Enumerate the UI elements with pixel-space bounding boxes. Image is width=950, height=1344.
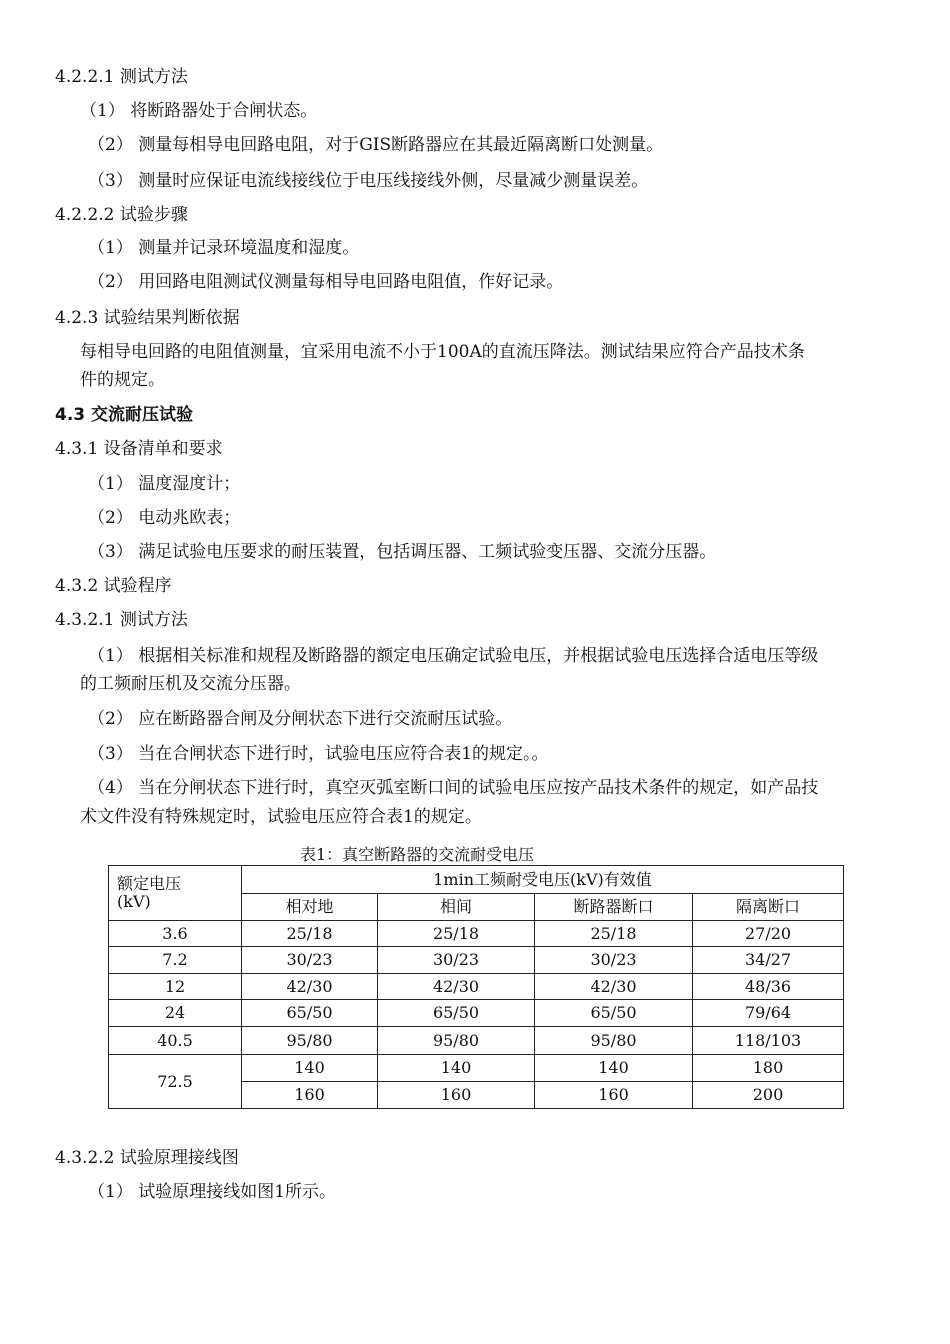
table-cell: 25/18 <box>242 921 378 947</box>
table-row <box>109 1055 844 1082</box>
table-cell: 65/50 <box>378 1000 535 1027</box>
table-cell: 42/30 <box>242 974 378 1000</box>
rated-voltage-header-label: 额定电压 <box>117 874 182 893</box>
paragraph: （2） 应在断路器合闸及分闸状态下进行交流耐压试验。 <box>88 709 513 729</box>
paragraph: 术文件没有特殊规定时，试验电压应符合表1的规定。 <box>80 807 482 827</box>
table-cell: 95/80 <box>378 1027 535 1055</box>
paragraph: （2） 用回路电阻测试仪测量每相导电回路电阻值，作好记录。 <box>88 272 564 292</box>
rated-cell: 12 <box>109 974 242 1000</box>
column-header: 隔离断口 <box>693 894 844 921</box>
table-cell: 30/23 <box>535 947 693 974</box>
table-header-row <box>109 866 844 894</box>
table-cell: 48/36 <box>693 974 844 1000</box>
column-header: 相对地 <box>242 894 378 921</box>
paragraph: （2） 电动兆欧表； <box>88 508 241 528</box>
table-row <box>109 921 844 947</box>
heading-4-3-1: 4.3.1 设备清单和要求 <box>55 439 223 459</box>
rated-cell: 40.5 <box>109 1027 242 1055</box>
table-cell: 140 <box>535 1055 693 1082</box>
paragraph: （1） 根据相关标准和规程及断路器的额定电压确定试验电压，并根据试验电压选择合适电压等级 <box>88 646 819 666</box>
table-cell: 25/18 <box>378 921 535 947</box>
table-cell: 180 <box>693 1055 844 1082</box>
table-cell: 30/23 <box>378 947 535 974</box>
paragraph: （3） 当在合闸状态下进行时，试验电压应符合表1的规定。。 <box>88 744 549 764</box>
column-header: 相间 <box>378 894 535 921</box>
heading-4-3-2-1: 4.3.2.1 测试方法 <box>55 610 188 630</box>
paragraph: （1） 试验原理接线如图1所示。 <box>88 1182 337 1202</box>
paragraph: （1） 测量并记录环境温度和湿度。 <box>88 238 360 258</box>
heading-4-2-2-1: 4.2.2.1 测试方法 <box>55 67 188 87</box>
table-row <box>109 1027 844 1055</box>
paragraph: 每相导电回路的电阻值测量，宜采用电流不小于100A的直流压降法。测试结果应符合产品技术条 <box>80 342 805 362</box>
table-cell: 42/30 <box>535 974 693 1000</box>
rated-voltage-header <box>109 866 242 921</box>
table-cell: 65/50 <box>242 1000 378 1027</box>
rated-voltage-header-unit: (kV) <box>117 892 151 911</box>
table-cell: 42/30 <box>378 974 535 1000</box>
table-cell: 140 <box>378 1055 535 1082</box>
group-header: 1min工频耐受电压(kV)有效值 <box>242 866 844 894</box>
rated-cell: 24 <box>109 1000 242 1027</box>
table-cell: 65/50 <box>535 1000 693 1027</box>
table-row <box>109 947 844 974</box>
table-cell: 30/23 <box>242 947 378 974</box>
heading-4-3-2-2: 4.3.2.2 试验原理接线图 <box>55 1148 239 1168</box>
table-cell: 160 <box>242 1082 378 1109</box>
rated-cell: 72.5 <box>109 1055 242 1109</box>
table-cell: 160 <box>535 1082 693 1109</box>
table-cell: 95/80 <box>535 1027 693 1055</box>
paragraph: （2） 测量每相导电回路电阻，对于GIS断路器应在其最近隔离断口处测量。 <box>88 135 664 155</box>
section-heading-4-3: 4.3 交流耐压试验 <box>55 405 194 425</box>
paragraph: （4） 当在分闸状态下进行时，真空灭弧室断口间的试验电压应按产品技术条件的规定，如产品技 <box>88 778 819 798</box>
table-cell: 27/20 <box>693 921 844 947</box>
heading-4-2-3: 4.2.3 试验结果判断依据 <box>55 308 240 328</box>
table-caption: 表1：真空断路器的交流耐受电压 <box>300 845 535 864</box>
paragraph: （1） 温度湿度计； <box>88 474 241 494</box>
table-cell: 79/64 <box>693 1000 844 1027</box>
column-header: 断路器断口 <box>535 894 693 921</box>
heading-4-2-2-2: 4.2.2.2 试验步骤 <box>55 205 188 225</box>
table-row <box>109 1000 844 1027</box>
rated-cell: 7.2 <box>109 947 242 974</box>
table-cell: 200 <box>693 1082 844 1109</box>
table-cell: 160 <box>378 1082 535 1109</box>
table-cell: 118/103 <box>693 1027 844 1055</box>
paragraph: 的工频耐压机及交流分压器。 <box>80 674 301 694</box>
heading-4-3-2: 4.3.2 试验程序 <box>55 576 172 596</box>
withstand-voltage-table <box>108 865 844 1109</box>
paragraph: （1） 将断路器处于合闸状态。 <box>80 101 318 121</box>
paragraph: （3） 满足试验电压要求的耐压装置，包括调压器、工频试验变压器、交流分压器。 <box>88 542 717 562</box>
table-cell: 140 <box>242 1055 378 1082</box>
paragraph: （3） 测量时应保证电流线接线位于电压线接线外侧，尽量减少测量误差。 <box>88 171 649 191</box>
table-cell: 34/27 <box>693 947 844 974</box>
rated-cell: 3.6 <box>109 921 242 947</box>
table-row <box>109 974 844 1000</box>
table-cell: 95/80 <box>242 1027 378 1055</box>
table-cell: 25/18 <box>535 921 693 947</box>
paragraph: 件的规定。 <box>80 370 165 390</box>
